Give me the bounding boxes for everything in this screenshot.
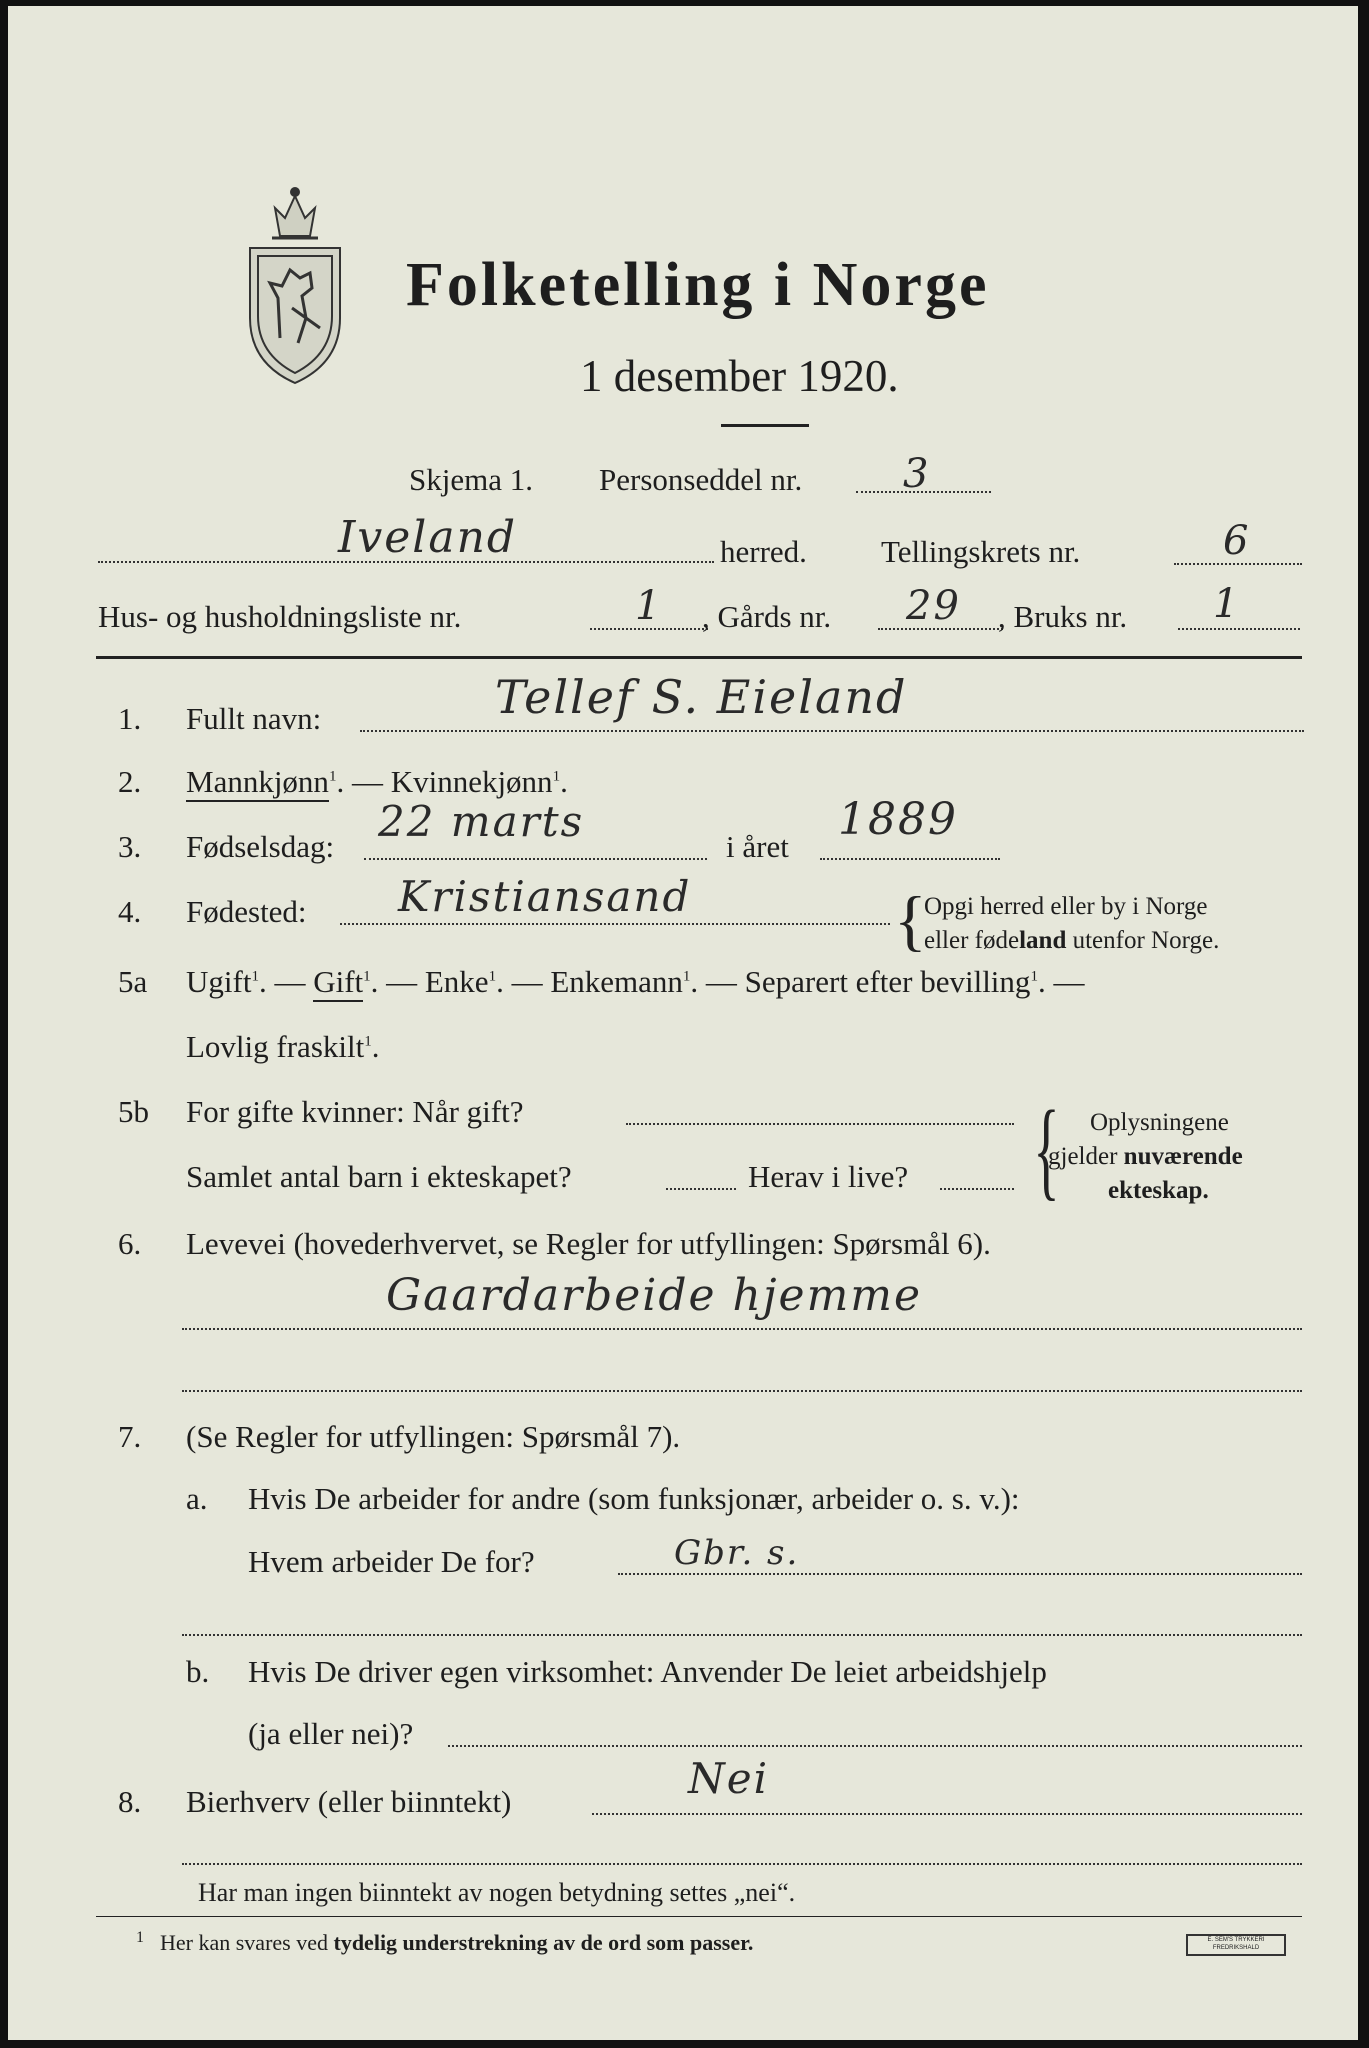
occupation-field[interactable] (182, 1328, 1302, 1330)
q5b-number: 5b (118, 1094, 149, 1129)
bruks-field[interactable] (1178, 628, 1300, 630)
married-when-field[interactable] (626, 1123, 1014, 1125)
birthplace-note-1: Opgi herred eller by i Norge (924, 893, 1208, 920)
enke-option[interactable]: Enke (424, 964, 489, 999)
footer-divider (96, 1916, 1302, 1917)
herred-label: herred. (720, 534, 807, 569)
q5a-number: 5a (118, 964, 148, 999)
gender-separator: . — (336, 764, 391, 799)
title-rule (721, 424, 809, 427)
separert-option[interactable]: Separert efter bevilling (744, 964, 1031, 999)
ugift-option[interactable]: Ugift (186, 964, 252, 999)
q4-label: Fødested: (186, 894, 307, 929)
birthplace-brace: { (894, 882, 927, 958)
q7-number: 7. (118, 1419, 142, 1454)
male-option[interactable]: Mannkjønn (186, 764, 329, 802)
household-list-value: 1 (635, 583, 663, 629)
children-alive-field[interactable] (940, 1188, 1014, 1190)
footnote-mark: 1 (552, 768, 561, 785)
marriage-note-1: Oplysningene (1090, 1109, 1229, 1136)
household-list-label: Hus- og husholdningsliste nr. (98, 599, 462, 634)
coat-of-arms-icon (240, 178, 350, 388)
birth-year-field[interactable] (820, 858, 1000, 860)
birthdate-value: 22 marts (378, 797, 585, 846)
q6-label: Levevei (hovederhvervet, se Regler for utfyllingen: Spørsmål 6). (186, 1226, 991, 1261)
fraskilt-line: Lovlig fraskilt$^1$. (186, 1029, 380, 1064)
marriage-note-3: ekteskap. (1108, 1177, 1209, 1204)
employer-field-2[interactable] (182, 1634, 1302, 1636)
q8-label: Bierhverv (eller biinntekt) (186, 1784, 512, 1819)
person-value: 3 (903, 451, 931, 497)
employer-field[interactable] (618, 1573, 1302, 1575)
form-title: Folketelling i Norge (406, 251, 990, 319)
occupation-value: Gaardarbeide hjemme (386, 1270, 923, 1321)
header-divider (96, 656, 1302, 659)
q7b-line-1: Hvis De driver egen virksomhet: Anvender De leiet arbeidshjelp (248, 1654, 1047, 1689)
birth-year-value: 1889 (838, 794, 958, 845)
bruks-value: 1 (1213, 581, 1241, 627)
gender-options (186, 766, 568, 797)
marital-options: Ugift$^1$. — Gift$^1$. — Enke$^1$. — Enkemann$^1$. — Separert efter bevilling$^1$. — (186, 966, 1084, 997)
no-income-note: Har man ingen biinntekt av nogen betydning settes „nei“. (198, 1878, 796, 1907)
person-label: Personseddel nr. (599, 462, 803, 497)
side-income-field-2[interactable] (182, 1863, 1302, 1865)
fraskilt-option[interactable]: Lovlig fraskilt (186, 1029, 365, 1064)
birthplace-value: Kristiansand (398, 872, 692, 921)
q3-number: 3. (118, 829, 142, 864)
marriage-brace: { (1033, 1088, 1060, 1210)
gards-label: , Gårds nr. (702, 599, 832, 634)
q7b-letter: b. (186, 1654, 210, 1689)
q7a-letter: a. (186, 1481, 208, 1516)
occupation-field-2[interactable] (182, 1390, 1302, 1392)
children-total-label: Samlet antal barn i ekteskapet? (186, 1159, 572, 1194)
bruks-label: , Bruks nr. (998, 599, 1128, 634)
birthplace-note-2: eller fødeland utenfor Norge. (924, 927, 1220, 954)
q7b-line-2: (ja eller nei)? (248, 1716, 414, 1751)
footnote-mark: 1 (328, 768, 337, 785)
schema-label: Skjema 1. (409, 462, 533, 497)
year-label: i året (726, 829, 789, 864)
children-total-field[interactable] (666, 1188, 736, 1190)
q1-number: 1. (118, 701, 142, 736)
female-option[interactable]: Kvinnekjønn (390, 764, 553, 799)
q7a-line-1: Hvis De arbeider for andre (som funksjonær, arbeider o. s. v.): (248, 1481, 1020, 1516)
q4-number: 4. (118, 894, 142, 929)
gift-option[interactable]: Gift (313, 964, 363, 1002)
gards-value: 29 (906, 583, 961, 629)
q3-label: Fødselsdag: (186, 829, 335, 864)
enkemann-option[interactable]: Enkemann (550, 964, 683, 999)
q1-label: Fullt navn: (186, 701, 322, 736)
footnote-text: Her kan svares ved tydelig understrekning av de ord som passer. (160, 1930, 754, 1955)
marriage-note-2: gjelder nuværende (1048, 1143, 1243, 1170)
krets-value: 6 (1223, 518, 1251, 564)
full-name-value: Tellef S. Eieland (495, 670, 908, 724)
side-income-field[interactable] (592, 1813, 1302, 1815)
q2-number: 2. (118, 764, 142, 799)
married-when-label: For gifte kvinner: Når gift? (186, 1094, 524, 1129)
krets-label: Tellingskrets nr. (881, 534, 1081, 569)
q6-number: 6. (118, 1226, 142, 1261)
employer-value: Gbr. s. (674, 1533, 800, 1573)
form-date: 1 desember 1920. (580, 351, 899, 401)
q8-number: 8. (118, 1784, 142, 1819)
footnote-marker: 1 (136, 1929, 144, 1946)
side-income-value: Nei (688, 1754, 770, 1803)
gender-end: . (560, 764, 568, 799)
full-name-field[interactable] (360, 730, 1304, 732)
children-alive-label: Herav i live? (748, 1159, 909, 1194)
q7a-line-2: Hvem arbeider De for? (248, 1544, 535, 1579)
census-form (8, 6, 1358, 2040)
birthdate-field[interactable] (364, 858, 707, 860)
hired-help-field[interactable] (448, 1745, 1302, 1747)
q7-label: (Se Regler for utfyllingen: Spørsmål 7). (186, 1419, 681, 1454)
printer-stamp: E. SEM'S TRYKKERI FREDRIKSHALD (1186, 1934, 1286, 1956)
municipality-value: Iveland (338, 512, 518, 563)
birthplace-field[interactable] (340, 923, 890, 925)
